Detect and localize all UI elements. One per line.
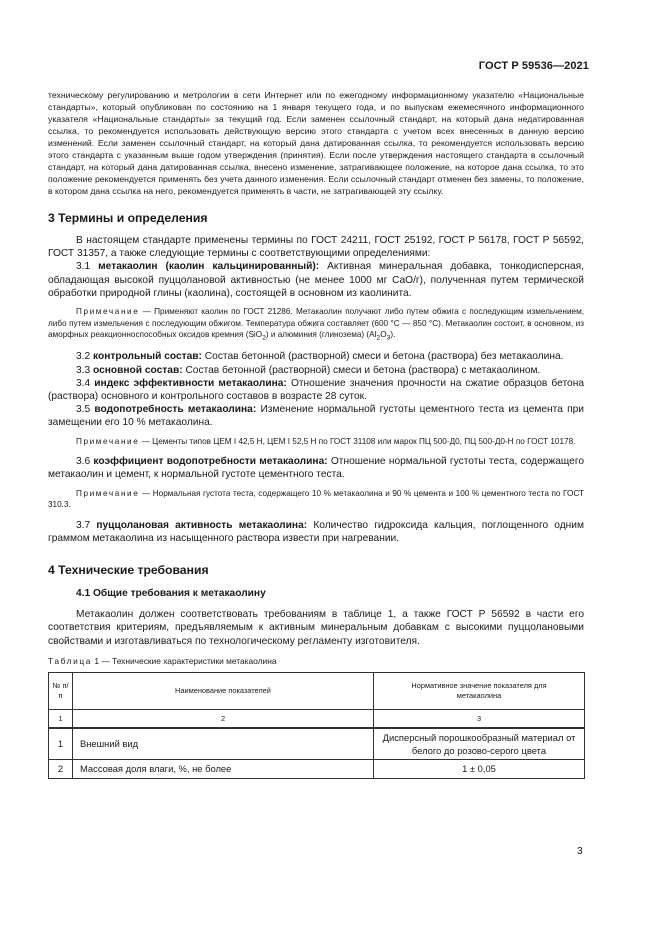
term-3-3-number: 3.3 xyxy=(76,364,91,376)
term-3-7-definition: Количество гидроксида кальция, поглощенного одним граммом метакаолина из насыщенного раствора извести при нагревании. xyxy=(48,519,584,545)
term-3-3-definition: Состав бетонной (растворной) смеси и бетона (раствора) с метакаолином. xyxy=(185,364,541,376)
header-cell-number: № п/п xyxy=(49,672,73,709)
column-number-cell: 2 xyxy=(73,709,374,728)
header-cell-value: Нормативное значение показателя для метакаолина xyxy=(374,672,585,709)
note-2 xyxy=(48,436,584,448)
note-3-label: Примечание xyxy=(76,488,140,498)
term-3-5-number: 3.5 xyxy=(76,404,91,416)
term-3-2 xyxy=(48,350,584,363)
page-number: 3 xyxy=(577,846,583,857)
note-1-sub-3: 3 xyxy=(386,334,391,342)
table-caption-label: Таблица xyxy=(48,655,93,666)
section-4-1-paragraph: Метакаолин должен соответствовать требованиям в таблице 1, а также ГОСТ Р 56592 в части его соответствия критериям, предъявляемым к активным минеральным добавкам с высокими пуццолановыми свойствами и изготавливаться по технологическому регламенту изготовителя. xyxy=(48,609,584,647)
section-4-title: 4 Технические требования xyxy=(48,563,209,578)
term-3-1-name: метакаолин (каолин кальцинированный): xyxy=(98,261,320,273)
page-content xyxy=(48,89,584,779)
note-1-text-d: ). xyxy=(390,330,396,340)
term-3-1 xyxy=(48,260,584,300)
header-cell-name: Наименование показателей xyxy=(73,672,374,709)
term-3-7-name: пуццолановая активность метакаолина: xyxy=(96,519,308,531)
table-cell: Дисперсный порошкообразный материал от белого до розово-серого цвета xyxy=(374,728,585,760)
note-1 xyxy=(48,306,584,344)
term-3-2-definition: Состав бетонной (растворной) смеси и бетона (раствора) без метакаолина. xyxy=(204,351,564,363)
table-cell: Внешний вид xyxy=(73,728,374,760)
term-3-2-number: 3.2 xyxy=(76,351,91,363)
table-column-number-row xyxy=(49,709,585,728)
term-3-3-name: основной состав: xyxy=(93,364,183,376)
term-3-4-number: 3.4 xyxy=(76,377,91,389)
term-3-4-definition: Отношение значения прочности на сжатие образцов бетона (раствора) основного и контрольного составов в возрасте 28 суток. xyxy=(48,377,584,403)
table-cell: 1 ± 0,05 xyxy=(374,759,585,778)
column-number-cell: 3 xyxy=(374,709,585,728)
section-3-title: 3 Термины и определения xyxy=(48,211,208,225)
table-cell: 2 xyxy=(49,759,73,778)
term-3-6-name: коэффициент водопотребности метакаолина: xyxy=(93,456,328,468)
note-1-sub-2b: 2 xyxy=(376,334,381,342)
table-header-row xyxy=(49,672,585,709)
term-3-5-definition: Изменение нормальной густоты цементного теста из цемента при замещении его 10 % метакаолина. xyxy=(48,404,584,429)
term-3-2-name: контрольный состав: xyxy=(93,351,202,363)
term-3-7-number: 3.7 xyxy=(76,519,91,531)
spec-table xyxy=(48,672,585,779)
table-caption-text: 1 — Технические характеристики метакаолина xyxy=(94,655,277,666)
note-3 xyxy=(48,488,584,511)
table-cell: Массовая доля влаги, %, не более xyxy=(73,759,374,778)
term-3-4 xyxy=(48,377,584,403)
term-3-6-number: 3.6 xyxy=(76,456,91,468)
intro-block xyxy=(48,89,584,197)
table-row xyxy=(49,728,585,760)
section-3-lead: В настоящем стандарте применены термины по ГОСТ 24211, ГОСТ 25192, ГОСТ Р 56178, ГОСТ Р 56592, ГОСТ 31357, а также следующие термины с соответствующими определениями: xyxy=(48,235,584,260)
term-3-6 xyxy=(48,455,584,481)
term-3-7 xyxy=(48,519,584,545)
table-caption xyxy=(48,656,584,666)
subsection-4-1-title: 4.1 Общие требования к метакаолину xyxy=(76,588,266,600)
note-1-label: Примечание xyxy=(76,307,140,317)
term-3-5 xyxy=(48,403,584,429)
term-3-1-definition: Активная минеральная добавка, тонкодисперсная, обладающая высокой пуццолановой активностью (не менее 1000 мг CaO/г), полученная путем термической обработки природной глины (каолина), состоящей в основном из каолинита. xyxy=(48,261,584,299)
table-cell: 1 xyxy=(49,728,73,760)
term-3-1-number: 3.1 xyxy=(76,261,91,273)
note-1-text-b: ) и алюминия (глинозема) (Al xyxy=(265,330,377,340)
note-1-text-c: O xyxy=(380,330,387,340)
document-header-id: ГОСТ Р 59536—2021 xyxy=(478,60,589,72)
note-2-label: Примечание xyxy=(76,436,140,446)
table-row xyxy=(49,759,585,778)
term-3-6-definition: Отношение нормальной густоты теста, содержащего метакаолин и цемент, к нормальной густоте цементного теста. xyxy=(48,456,585,481)
note-1-sub-2: 2 xyxy=(262,334,266,342)
term-3-5-name: водопотребность метакаолина: xyxy=(94,404,257,416)
term-3-3 xyxy=(48,364,584,377)
note-2-text: — Цементы типов ЦЕМ I 42,5 Н, ЦЕМ I 52,5 Н по ГОСТ 31108 или марок ПЦ 500-Д0, ПЦ 500-Д0-Н по ГОСТ 10178. xyxy=(141,436,576,446)
column-number-cell: 1 xyxy=(49,709,73,728)
note-3-text: — Нормальная густота теста, содержащего 10 % метакаолина и 90 % цемента и 100 % цементного теста по ГОСТ 310.3. xyxy=(48,488,584,510)
term-3-4-name: индекс эффективности метакаолина: xyxy=(94,377,287,389)
note-1-text-a: — Применяют каолин по ГОСТ 21286. Метакаолин получают либо путем обжига с последующим измельчением, либо путем измельчения с последующим обжигом. Температура обжига составляет (600 °С — 850 °С). Метакаолин состоит, в основном, из аморфных реакционноспособных оксидов кремния (SiO xyxy=(48,307,584,340)
intro-paragraph: техническому регулированию и метрологии в сети Интернет или по ежегодному информационному указателю «Национальные стандарты», который опубликован по состоянию на 1 января текущего года, и по выпускам ежемесячного информационного указателя «Национальные стандарты» за текущий год. Если заменен ссылочный стандарт, на который дана недатированная ссылка, то рекомендуется использовать действующую версию этого стандарта с учетом всех внесенных в данную версию изменений. Если заменен ссылочный стандарт, на который дана датированная ссылка, то рекомендуется использовать версию этого стандарта с указанным выше годом утверждения (принятия). Если после утверждения настоящего стандарта в ссылочный стандарт, на который дана датированная ссылка, внесено изменение, затрагивающее положение, на которое дана ссылка, то это положение рекомендуется применять без учета данного изменения. Если ссылочный стандарт отменен без замены, то положение, в котором дана ссылка на него, рекомендуется применять в части, не затрагивающей эту ссылку. xyxy=(48,90,584,196)
